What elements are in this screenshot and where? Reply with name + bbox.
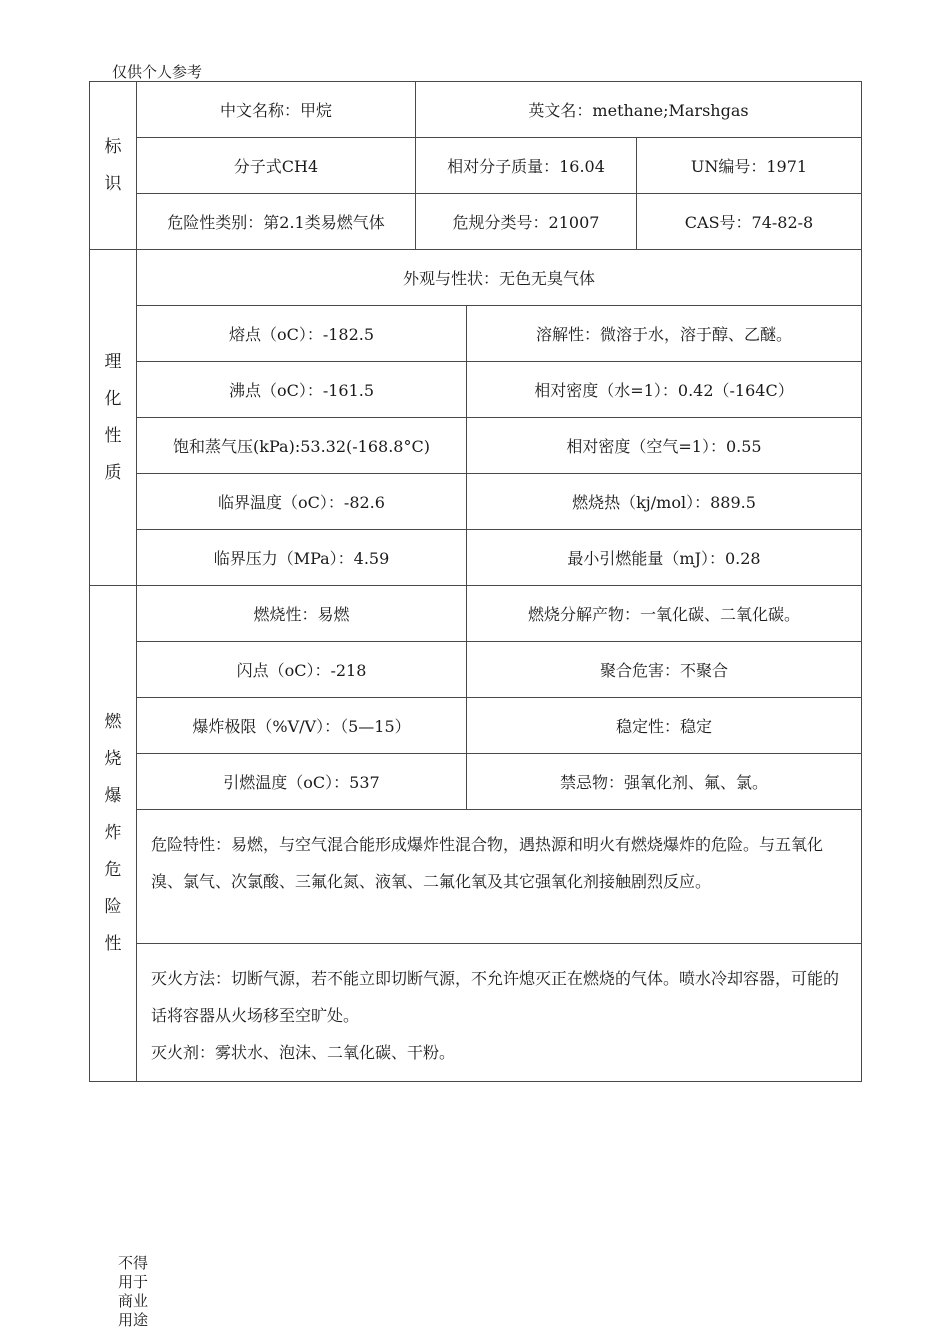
density-water-cell: 相对密度（水=1）：0.42（-164C） bbox=[467, 362, 862, 418]
hazard-characteristics-cell bbox=[137, 810, 862, 944]
un-number-cell: UN编号：1971 bbox=[637, 138, 862, 194]
cas-cell: CAS号：74-82-8 bbox=[637, 194, 862, 250]
msds-table bbox=[89, 81, 862, 1082]
section-label-identification: 标 识 bbox=[90, 82, 137, 250]
hazard-class-cell: 危险性类别：第2.1类易燃气体 bbox=[137, 194, 416, 250]
table-row bbox=[90, 306, 862, 362]
boiling-point-cell: 沸点（oC）：-161.5 bbox=[137, 362, 467, 418]
table-row bbox=[90, 698, 862, 754]
solubility-cell: 溶解性：微溶于水，溶于醇、乙醚。 bbox=[467, 306, 862, 362]
stability-cell: 稳定性：稳定 bbox=[467, 698, 862, 754]
table-row bbox=[90, 474, 862, 530]
table-row bbox=[90, 530, 862, 586]
table-row bbox=[90, 418, 862, 474]
table-row bbox=[90, 642, 862, 698]
table-row bbox=[90, 250, 862, 306]
table-row bbox=[90, 586, 862, 642]
polymerization-cell: 聚合危害：不聚合 bbox=[467, 642, 862, 698]
combustion-heat-cell: 燃烧热（kj/mol）：889.5 bbox=[467, 474, 862, 530]
appearance-cell: 外观与性状：无色无臭气体 bbox=[137, 250, 862, 306]
table-row bbox=[90, 362, 862, 418]
table-row bbox=[90, 82, 862, 138]
flash-point-cell: 闪点（oC）：-218 bbox=[137, 642, 467, 698]
extinguishing-cell bbox=[137, 944, 862, 1082]
section-label-fire: 燃 烧 爆 炸 危 险 性 bbox=[90, 586, 137, 1082]
critical-temp-cell: 临界温度（oC）：-82.6 bbox=[137, 474, 467, 530]
explosion-limits-cell: 爆炸极限（%V/V）：（5—15） bbox=[137, 698, 467, 754]
flammability-cell: 燃烧性：易燃 bbox=[137, 586, 467, 642]
chinese-name-cell: 中文名称：甲烷 bbox=[137, 82, 416, 138]
min-ignition-energy-cell: 最小引燃能量（mJ）：0.28 bbox=[467, 530, 862, 586]
molecular-weight-cell: 相对分子质量：16.04 bbox=[416, 138, 637, 194]
table-row bbox=[90, 810, 862, 944]
density-air-cell: 相对密度（空气=1）：0.55 bbox=[467, 418, 862, 474]
formula-cell: 分子式CH4 bbox=[137, 138, 416, 194]
table-row bbox=[90, 754, 862, 810]
table-row bbox=[90, 138, 862, 194]
english-name-cell: 英文名：methane;Marshgas bbox=[416, 82, 862, 138]
vapor-pressure-cell: 饱和蒸气压(kPa):53.32(-168.8°C) bbox=[137, 418, 467, 474]
extinguishing-agent-text: 灭火剂：雾状水、泡沫、二氧化碳、干粉。 bbox=[151, 1043, 456, 1062]
table-row bbox=[90, 194, 862, 250]
table-row bbox=[90, 944, 862, 1082]
ignition-temp-cell: 引燃温度（oC）：537 bbox=[137, 754, 467, 810]
hazard-characteristics-text: 危险特性：易燃，与空气混合能形成爆炸性混合物，遇热源和明火有燃烧爆炸的危险。与五氧化溴、氯气、次氯酸、三氟化氮、液氧、二氟化氧及其它强氧化剂接触剧烈反应。 bbox=[151, 835, 824, 891]
critical-pressure-cell: 临界压力（MPa）：4.59 bbox=[137, 530, 467, 586]
section-label-physchem: 理 化 性 质 bbox=[90, 250, 137, 586]
incompatible-cell: 禁忌物：强氧化剂、氟、氯。 bbox=[467, 754, 862, 810]
footer-note: 不得 用于 商业 用途 bbox=[118, 1254, 149, 1329]
hazard-code-cell: 危规分类号：21007 bbox=[416, 194, 637, 250]
extinguishing-method-text: 灭火方法：切断气源，若不能立即切断气源，不允许熄灭正在燃烧的气体。喷水冷却容器，可能的话将容器从火场移至空旷处。 bbox=[151, 969, 840, 1025]
decomposition-cell: 燃烧分解产物：一氧化碳、二氧化碳。 bbox=[467, 586, 862, 642]
header-note: 仅供个人参考 bbox=[112, 63, 203, 81]
melting-point-cell: 熔点（oC）：-182.5 bbox=[137, 306, 467, 362]
